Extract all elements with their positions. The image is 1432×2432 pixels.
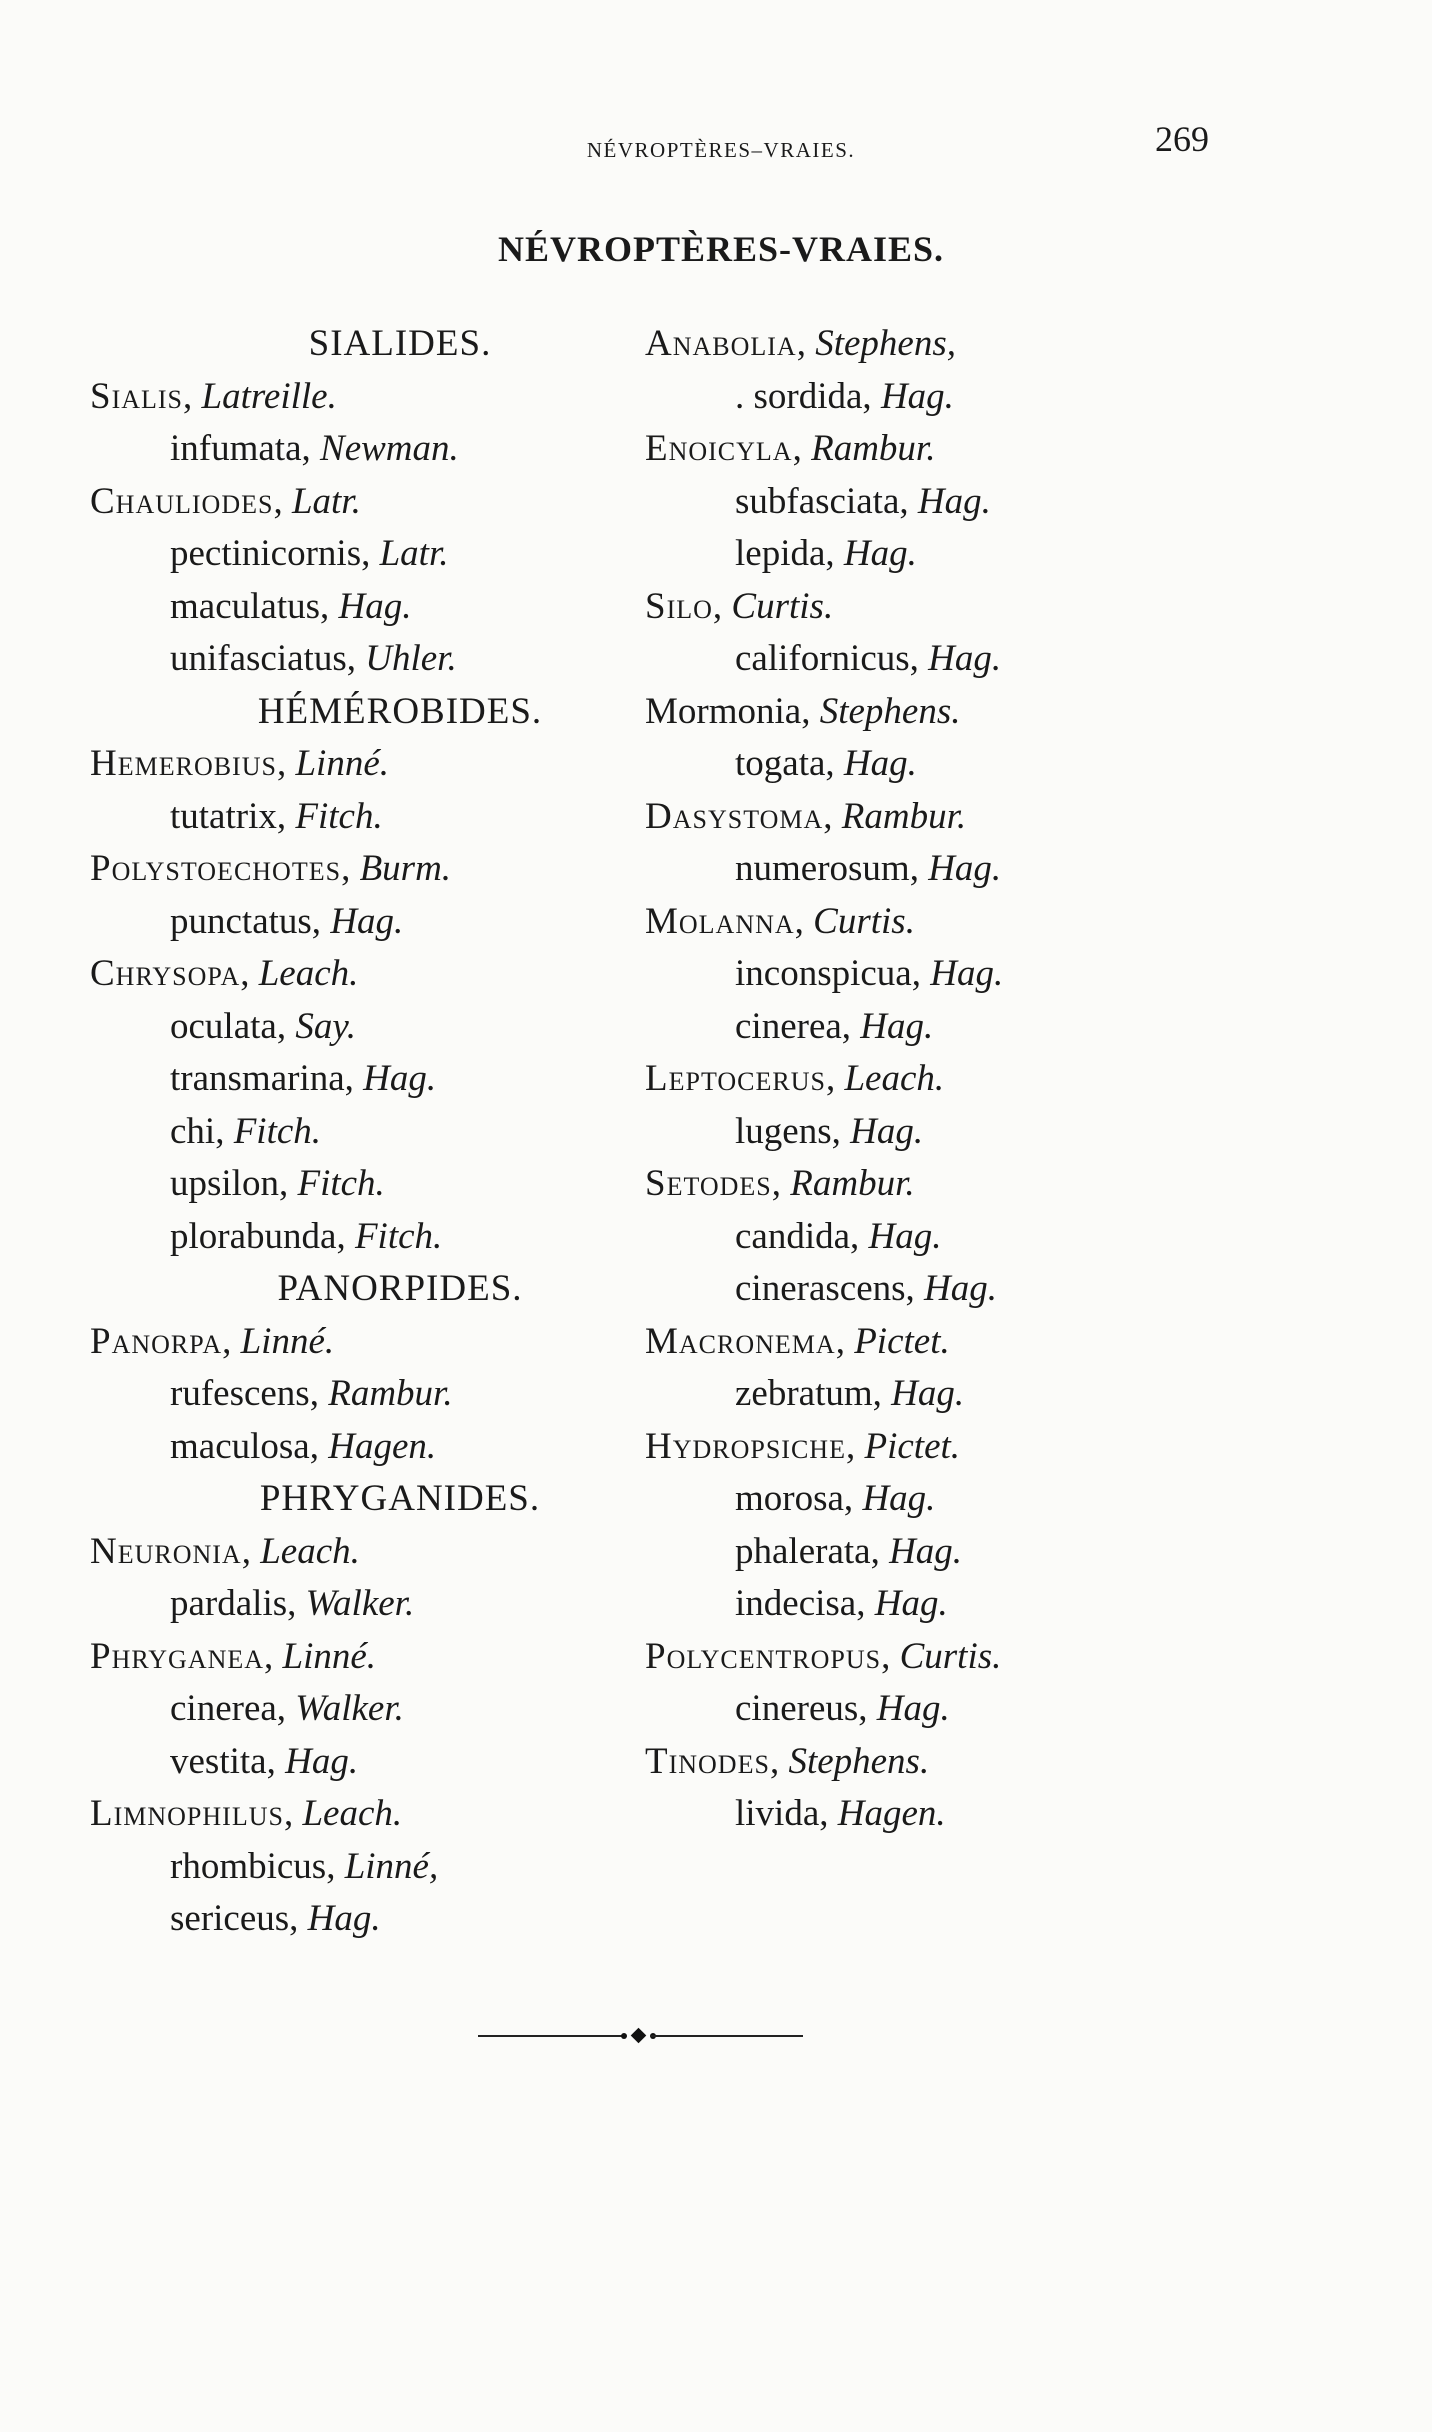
species-entry (645, 476, 1245, 529)
author-name: Fitch. (297, 1163, 385, 1204)
author-name: Walker. (295, 1688, 404, 1729)
species-name: transmarina, (170, 1058, 354, 1099)
species-name: indecisa, (735, 1583, 866, 1624)
author-name: Fitch. (295, 795, 383, 837)
author-name: Uhler. (365, 638, 457, 679)
species-name: cinerascens, (735, 1268, 915, 1309)
species-entry (90, 1841, 650, 1894)
family-heading: PANORPIDES. (277, 1268, 523, 1309)
genus-entry: Silo, Curtis. (645, 585, 834, 627)
left-column (90, 318, 650, 1946)
family-heading: PHRYGANIDES. (259, 1478, 541, 1519)
species-name: pardalis, (170, 1583, 297, 1624)
author-name: Hag. (860, 1005, 934, 1047)
species-name: phalerata, (735, 1530, 880, 1572)
species-entry (90, 1001, 650, 1054)
species-name: cinerea, (170, 1688, 287, 1729)
species-entry (645, 371, 1245, 424)
genus-name: Hydropsiche (645, 1425, 846, 1467)
species-name: tutatrix, (170, 795, 287, 837)
genus-entry: Hemerobius, Linné. (90, 743, 389, 784)
author-name: Hag. (917, 480, 991, 522)
species-name: subfasciata, (735, 480, 909, 522)
species-name: lugens, (735, 1110, 841, 1152)
author-name: Curtis. (899, 1635, 1002, 1677)
species-name: livida, (735, 1793, 829, 1834)
author-name: Walker. (305, 1583, 415, 1624)
genus-entry: Panorpa, Linné. (90, 1320, 335, 1362)
author-name: Latreille. (201, 375, 337, 417)
species-entry (90, 791, 650, 844)
species-name: maculosa, (170, 1425, 319, 1467)
author-name: Hag. (338, 585, 412, 627)
author-name: Curtis. (813, 900, 915, 942)
genus-name: Tinodes (645, 1740, 770, 1782)
species-entry (645, 1106, 1245, 1159)
author-name: Latr. (379, 533, 449, 574)
genus-entry: Hydropsiche, Pictet. (645, 1425, 961, 1467)
author-name: Rambur. (328, 1373, 453, 1414)
species-name: pectinicornis, (170, 533, 371, 574)
genus-name: Limnophilus (90, 1793, 284, 1834)
genus-name: Enoicyla (645, 428, 793, 469)
genus-name: Neuronia (90, 1530, 242, 1572)
species-name: morosa, (735, 1478, 854, 1519)
species-name: numerosum, (735, 848, 919, 889)
genus-entry: Polystoechotes, Burm. (90, 848, 452, 889)
author-name: Linné. (295, 743, 389, 784)
author-name: Fitch. (233, 1110, 322, 1152)
author-name: Leach. (302, 1793, 403, 1834)
author-name: Hag. (889, 1530, 963, 1572)
species-name: rhombicus, (170, 1845, 336, 1887)
species-entry (90, 1683, 650, 1736)
genus-entry: Chrysopa, Leach. (90, 953, 359, 994)
author-name: Hag. (363, 1058, 437, 1099)
author-name: Hag. (928, 638, 1002, 679)
species-entry (645, 1683, 1245, 1736)
genus-entry: Anabolia, Stephens, (645, 323, 956, 364)
genus-entry: Chauliodes, Latr. (90, 480, 361, 522)
author-name: Hag. (307, 1898, 381, 1939)
author-name: Linné. (282, 1635, 377, 1677)
species-name: . sordida, (735, 375, 872, 417)
author-name: Leach. (258, 953, 359, 994)
author-name: Hag. (874, 1583, 948, 1624)
running-head: NÉVROPTÈRES–VRAIES. (586, 138, 856, 162)
author-name: Rambur. (811, 428, 936, 469)
genus-entry (645, 686, 1245, 739)
ornament-rule-right (651, 2035, 803, 2037)
species-entry (645, 1211, 1245, 1264)
species-entry (645, 1473, 1245, 1526)
genus-entry: Tinodes, Stephens. (645, 1740, 930, 1782)
species-entry (90, 1211, 650, 1264)
genus-entry: Dasystoma, Rambur. (645, 795, 967, 837)
genus-entry: Limnophilus, Leach. (90, 1793, 403, 1834)
species-entry (645, 1578, 1245, 1631)
species-name: cinereus, (735, 1688, 868, 1729)
genus-name: Chrysopa (90, 953, 241, 994)
species-name: punctatus, (170, 900, 322, 942)
species-name: inconspicua, (735, 953, 921, 994)
family-heading: HÉMÉROBIDES. (257, 690, 543, 732)
genus-name: Phryganea (90, 1635, 265, 1677)
species-name: chi, (170, 1110, 225, 1152)
species-name: rufescens, (170, 1373, 319, 1414)
genus-name: Macronema (645, 1320, 836, 1362)
genus-entry: Enoicyla, Rambur. (645, 428, 936, 469)
species-entry (645, 843, 1245, 896)
end-ornament (478, 2028, 803, 2044)
right-column (645, 318, 1245, 1841)
species-name: sericeus, (170, 1898, 299, 1939)
page-title: NÉVROPTÈRES-VRAIES. (497, 229, 945, 269)
genus-entry: Leptocerus, Leach. (645, 1058, 945, 1099)
genus-name: Anabolia (645, 323, 797, 364)
genus-name: Setodes (645, 1163, 772, 1204)
author-name: Rambur. (790, 1163, 915, 1204)
author-name: Hag. (924, 1268, 997, 1309)
page-number: 269 (1155, 119, 1209, 159)
author-name: Hag. (843, 533, 917, 574)
species-name: lepida, (735, 533, 835, 574)
species-entry (90, 1893, 650, 1946)
species-entry (645, 528, 1245, 581)
author-name: Leach. (260, 1530, 360, 1572)
author-name: Hag. (880, 375, 954, 417)
author-name: Hag. (876, 1688, 950, 1729)
author-name: Leach. (844, 1058, 945, 1099)
family-heading: SIALIDES. (308, 323, 492, 364)
genus-entry: Sialis, Latreille. (90, 375, 337, 417)
author-name: Hag. (843, 743, 917, 784)
genus-name: Sialis (90, 375, 184, 417)
author-name: Hag. (928, 848, 1002, 889)
species-name: maculatus, (170, 585, 330, 627)
genus-entry: Phryganea, Linné. (90, 1635, 377, 1677)
species-name: togata, (735, 743, 835, 784)
species-entry (90, 423, 650, 476)
genus-name: Silo (645, 585, 713, 627)
genus-name: Polycentropus (645, 1635, 882, 1677)
author-name: Linné. (240, 1320, 335, 1362)
author-name: Fitch. (354, 1215, 443, 1257)
species-entry (90, 896, 650, 949)
author-name: Pictet. (854, 1320, 950, 1362)
species-entry (645, 633, 1245, 686)
author-name: Stephens, (815, 323, 956, 364)
species-name: unifasciatus, (170, 638, 356, 679)
ornament-dot-left (621, 2033, 627, 2039)
species-name: vestita, (170, 1740, 276, 1782)
genus-entry: Neuronia, Leach. (90, 1530, 360, 1572)
genus-name: Dasystoma (645, 795, 824, 837)
author-name: Burm. (359, 848, 452, 889)
author-name: Linné, (344, 1845, 439, 1887)
author-name: Hag. (891, 1373, 965, 1414)
genus-name: Chauliodes (90, 480, 274, 522)
author-name: Say. (295, 1005, 356, 1047)
genus-entry: Polycentropus, Curtis. (645, 1635, 1002, 1677)
species-entry (90, 528, 650, 581)
author-name: Rambur. (841, 795, 967, 837)
species-entry (90, 633, 650, 686)
species-entry (645, 1788, 1245, 1841)
author-name: Latr. (291, 480, 361, 522)
species-entry (645, 948, 1245, 1001)
genus-name: Panorpa (90, 1320, 223, 1362)
species-entry (90, 1053, 650, 1106)
species-entry (645, 1526, 1245, 1579)
species-name: infumata, (170, 428, 311, 469)
author-name: Hag. (850, 1110, 924, 1152)
species-entry (90, 1421, 650, 1474)
author-name: Curtis. (731, 585, 834, 627)
species-entry (645, 1001, 1245, 1054)
species-entry (645, 1263, 1245, 1316)
author-name: Newman. (320, 428, 459, 469)
species-entry (90, 581, 650, 634)
author-name: Hag. (868, 1215, 942, 1257)
ornament-diamond (631, 2028, 647, 2044)
genus-entry: Molanna, Curtis. (645, 900, 915, 942)
species-entry (90, 1736, 650, 1789)
species-name: zebratum, (735, 1373, 882, 1414)
species-name: candida, (735, 1215, 860, 1257)
species-name: upsilon, (170, 1163, 289, 1204)
species-entry (90, 1158, 650, 1211)
species-name: oculata, (170, 1005, 287, 1047)
author-name: Hag. (930, 953, 1004, 994)
species-entry (645, 738, 1245, 791)
genus-name: Hemerobius (90, 743, 277, 784)
species-entry (90, 1368, 650, 1421)
author-name: Hagen. (328, 1425, 437, 1467)
genus-name: Leptocerus (645, 1058, 826, 1099)
species-name: californicus, (735, 638, 919, 679)
author-name: Stephens. (788, 1740, 930, 1782)
genus-entry: Setodes, Rambur. (645, 1163, 915, 1204)
genus-name: Polystoechotes (90, 848, 342, 889)
genus-entry: Macronema, Pictet. (645, 1320, 950, 1362)
author-name: Hag. (330, 900, 404, 942)
species-name: plorabunda, (170, 1215, 346, 1257)
author-name: Hag. (862, 1478, 936, 1519)
author-name: Hag. (285, 1740, 359, 1782)
author-name: Stephens. (819, 690, 961, 732)
genus-name: Molanna (645, 900, 795, 942)
species-entry (90, 1578, 650, 1631)
species-entry (645, 1368, 1245, 1421)
ornament-rule-left (478, 2035, 626, 2037)
species-name: cinerea, (735, 1005, 852, 1047)
author-name: Pictet. (864, 1425, 961, 1467)
genus-name: Mormonia, (645, 690, 811, 732)
species-entry (90, 1106, 650, 1159)
author-name: Hagen. (837, 1793, 946, 1834)
